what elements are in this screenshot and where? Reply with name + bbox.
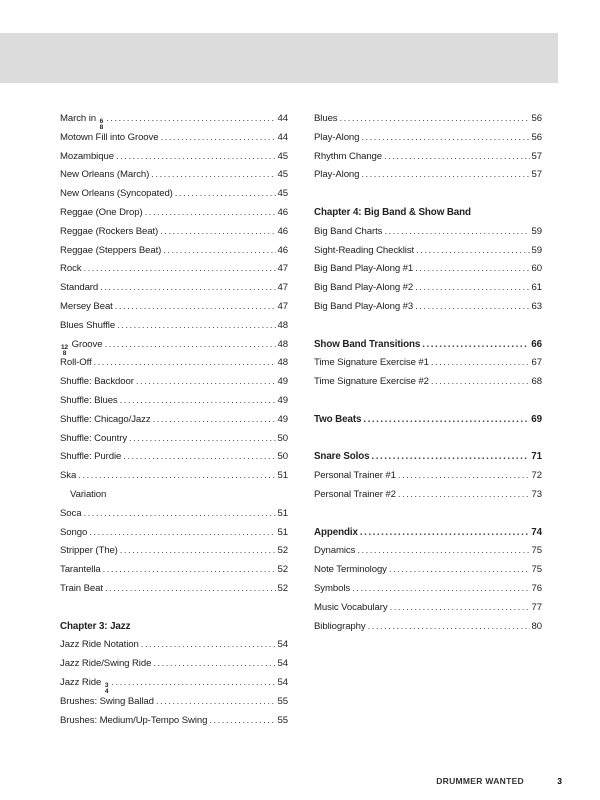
toc-entry[interactable]: [60, 489, 288, 508]
toc-page-number: 76: [531, 582, 542, 594]
toc-page-number: 47: [277, 282, 288, 294]
toc-entry-text: Ska: [60, 470, 77, 482]
toc-entry-text: Appendix: [314, 526, 358, 538]
time-signature: [61, 345, 68, 357]
dot-leader: [94, 357, 276, 368]
toc-page-number: 56: [531, 113, 542, 124]
toc-entry[interactable]: [60, 169, 288, 188]
toc-page-number: 46: [277, 244, 288, 256]
dot-leader: [415, 301, 529, 312]
toc-entry[interactable]: [60, 715, 288, 734]
toc-entry-text: Chapter 4: Big Band & Show Band: [314, 206, 471, 218]
toc-entry[interactable]: [60, 583, 288, 602]
time-signature: [100, 119, 104, 131]
toc-entry-label: [60, 658, 151, 669]
dot-leader: [340, 113, 530, 124]
toc-right-column: [314, 113, 542, 639]
dot-leader: [145, 207, 276, 218]
toc-page-number: 49: [277, 413, 288, 425]
toc-spacer: [314, 433, 542, 452]
toc-page-number: 51: [277, 507, 288, 519]
toc-entry-text: Shuffle: Chicago/Jazz: [60, 413, 151, 425]
toc-entry-label: [314, 357, 429, 368]
toc-entry-text: Variation: [70, 488, 107, 500]
toc-entry[interactable]: [60, 564, 288, 583]
toc-entry-text: Play-Along: [314, 169, 360, 181]
toc-entry-text: Motown Fill into Groove: [60, 131, 159, 143]
toc-entry[interactable]: [60, 395, 288, 414]
toc-page-number: 48: [277, 338, 288, 350]
toc-entry[interactable]: [60, 658, 288, 677]
dot-leader: [415, 263, 529, 274]
toc-entry-label: [314, 414, 361, 425]
toc-entry-text: Snare Solos: [314, 451, 370, 463]
toc-entry-text: Shuffle: Purdie: [60, 451, 122, 463]
toc-entry-text: Brushes: Swing Ballad: [60, 695, 154, 707]
toc-entry[interactable]: [60, 357, 288, 376]
toc-entry[interactable]: [60, 545, 288, 564]
toc-entry-label: [314, 226, 382, 237]
toc-entry-text: Groove: [71, 338, 103, 350]
toc-entry[interactable]: [314, 564, 542, 583]
dot-leader: [104, 339, 275, 350]
toc-entry-label: [60, 470, 76, 481]
dot-leader: [120, 545, 276, 556]
toc-spacer: [314, 188, 542, 207]
toc-page-number: 56: [531, 131, 542, 143]
toc-entry-text: March in: [60, 113, 96, 124]
time-signature-numerator: 3: [104, 681, 109, 689]
toc-entry[interactable]: [60, 414, 288, 433]
toc-page-number: 54: [277, 658, 288, 670]
toc-page-number: 54: [277, 639, 288, 651]
dot-leader: [360, 527, 529, 538]
toc-entry-text: Music Vocabulary: [314, 601, 388, 613]
toc-entry[interactable]: [314, 301, 542, 320]
toc-entry-text: Rhythm Change: [314, 150, 383, 162]
toc-page-number: 50: [277, 432, 288, 444]
toc-entry-text: Symbols: [314, 582, 351, 594]
dot-leader: [105, 583, 276, 594]
toc-entry-text: New Orleans (Syncopated): [60, 188, 173, 200]
dot-leader: [123, 451, 275, 462]
toc-page-number: 59: [531, 225, 542, 237]
toc-entry[interactable]: [314, 245, 542, 264]
toc-entry[interactable]: [60, 263, 288, 282]
toc-page-number: 60: [531, 263, 542, 275]
dot-leader: [83, 263, 275, 274]
toc-entry-text: Two Beats: [314, 413, 362, 425]
toc-entry-label: [314, 545, 355, 556]
toc-entry-label: [314, 282, 413, 293]
toc-entry-label: [60, 282, 98, 293]
toc-entry-text: Jazz Ride Notation: [60, 639, 139, 651]
toc-page-number: 49: [277, 394, 288, 406]
toc-page-number: 46: [277, 225, 288, 237]
dot-leader: [390, 602, 530, 613]
toc-entry-label: [314, 376, 429, 387]
toc-page-number: 55: [277, 695, 288, 707]
toc-section-heading[interactable]: [314, 339, 542, 358]
toc-entry[interactable]: [60, 113, 288, 132]
toc-page-number: 61: [531, 282, 542, 294]
toc-entry[interactable]: [314, 602, 542, 621]
toc-entry-text: Standard: [60, 282, 99, 294]
toc-entry-label: [314, 621, 366, 632]
toc-entry-text: Show Band Transitions: [314, 338, 421, 350]
toc-entry[interactable]: [60, 433, 288, 452]
dot-leader: [389, 564, 530, 575]
toc-entry-text: Roll-Off: [60, 357, 92, 369]
toc-entry-label: [314, 113, 338, 124]
toc-entry-label: [60, 188, 173, 199]
toc-page-number: 47: [277, 300, 288, 312]
toc-page-number: 66: [531, 338, 542, 350]
toc-entry-text: New Orleans (March): [60, 169, 150, 181]
dot-leader: [151, 169, 275, 180]
toc-spacer: [314, 508, 542, 527]
toc-section-heading[interactable]: [314, 414, 542, 433]
toc-page-number: 75: [531, 545, 542, 557]
dot-leader: [416, 245, 529, 256]
toc-entry-label: [314, 451, 370, 462]
dot-leader: [160, 226, 275, 237]
toc-entry-label: [314, 339, 420, 350]
toc-entry[interactable]: [314, 470, 542, 489]
toc-entry-text: Train Beat: [60, 582, 103, 594]
toc-entry-label: [60, 245, 161, 256]
toc-page-number: 59: [531, 244, 542, 256]
dot-leader: [156, 696, 276, 707]
toc-page-number: 57: [531, 169, 542, 181]
toc-entry-text: Tarantella: [60, 564, 101, 576]
dot-leader: [120, 395, 276, 406]
toc-entry-label: [60, 320, 115, 331]
toc-entry-label: [314, 263, 413, 274]
page-footer: [0, 776, 600, 788]
time-signature-numerator: 6: [99, 118, 104, 125]
toc-spacer: [60, 602, 288, 621]
dot-leader: [209, 715, 275, 726]
toc-page-number: 49: [277, 376, 288, 388]
toc-entry-label: [60, 715, 207, 726]
toc-page-number: 71: [531, 451, 542, 463]
toc-entry[interactable]: [60, 301, 288, 320]
toc-spacer: [314, 320, 542, 339]
toc-page-number: 75: [531, 564, 542, 576]
toc-entry-label: [60, 169, 149, 180]
dot-leader: [160, 132, 275, 143]
toc-entry[interactable]: [314, 226, 542, 245]
toc-entry-text: Reggae (Rockers Beat): [60, 225, 159, 237]
dot-leader: [163, 245, 275, 256]
toc-page-number: 44: [277, 113, 288, 124]
toc-entry-label: [314, 527, 358, 538]
toc-entry-label: [60, 583, 103, 594]
dot-leader: [175, 188, 276, 199]
toc-page-number: 45: [277, 188, 288, 200]
toc-entry-label: [60, 132, 158, 143]
toc-entry-label: [60, 414, 151, 425]
toc-page-number: 55: [277, 714, 288, 726]
toc-page-number: 80: [531, 620, 542, 632]
header-band: [0, 33, 558, 83]
toc-entry-label: [314, 470, 396, 481]
dot-leader: [117, 320, 275, 331]
toc-entry-label: [60, 113, 104, 131]
toc-entry-text: Jazz Ride/Swing Ride: [60, 658, 152, 670]
toc-entry-label: [314, 602, 388, 613]
toc-entry[interactable]: [314, 282, 542, 301]
toc-page-number: 46: [277, 206, 288, 218]
toc-entry-text: Brushes: Medium/Up-Tempo Swing: [60, 714, 208, 726]
toc-section-heading[interactable]: [314, 451, 542, 470]
toc-entry[interactable]: [60, 151, 288, 170]
toc-entry-label: [60, 545, 118, 556]
toc-page-number: 48: [277, 319, 288, 331]
toc-page-number: 69: [531, 413, 542, 425]
dot-leader: [129, 433, 275, 444]
toc-entry-text: Stripper (The): [60, 545, 118, 557]
toc-entry-text: Sight-Reading Checklist: [314, 244, 415, 256]
toc-entry[interactable]: [60, 245, 288, 264]
toc-entry[interactable]: [314, 489, 542, 508]
toc-page-number: 57: [531, 150, 542, 162]
toc-entry-text: Play-Along: [314, 131, 360, 143]
toc-entry[interactable]: [60, 508, 288, 527]
toc-entry[interactable]: [60, 207, 288, 226]
toc-page-number: 74: [531, 526, 542, 538]
toc-entry-label: [60, 357, 92, 368]
toc-entry-text: Soca: [60, 507, 82, 519]
toc-entry-label: [314, 301, 413, 312]
dot-leader: [431, 357, 530, 368]
toc-entry-label: [60, 564, 101, 575]
toc-entry-text: Rock: [60, 263, 82, 275]
time-signature-numerator: 12: [61, 343, 69, 351]
toc-entry-text: Big Band Play-Along #3: [314, 300, 414, 312]
toc-entry-label: [60, 301, 113, 312]
toc-entry-label: [314, 207, 471, 218]
toc-entry[interactable]: [60, 451, 288, 470]
dot-leader: [422, 339, 529, 350]
toc-entry-text: Jazz Ride: [60, 676, 102, 688]
toc-entry-text: Blues: [314, 113, 338, 124]
toc-page-number: 68: [531, 376, 542, 388]
toc-spacer: [314, 395, 542, 414]
dot-leader: [361, 169, 529, 180]
toc-entry[interactable]: [60, 470, 288, 489]
toc-page-number: 44: [277, 131, 288, 143]
toc-entry[interactable]: [314, 263, 542, 282]
dot-leader: [115, 301, 276, 312]
dot-leader: [136, 376, 276, 387]
toc-entry-text: Reggae (Steppers Beat): [60, 244, 162, 256]
toc-entry[interactable]: [60, 339, 288, 358]
dot-leader: [106, 113, 275, 124]
toc-entry-label: [60, 339, 102, 357]
toc-entry[interactable]: [60, 132, 288, 151]
dot-leader: [372, 451, 530, 462]
dot-leader: [89, 527, 275, 538]
toc-entry-text: Dynamics: [314, 545, 356, 557]
toc-entry-text: Big Band Charts: [314, 225, 383, 237]
time-signature-denominator: 4: [104, 687, 109, 695]
toc-page-number: 72: [531, 470, 542, 482]
dot-leader: [415, 282, 529, 293]
time-signature-denominator: 8: [99, 124, 104, 131]
toc-entry-text: Shuffle: Blues: [60, 394, 118, 406]
toc-entry-label: [60, 151, 114, 162]
dot-leader: [141, 639, 276, 650]
toc-entry-text: Blues Shuffle: [60, 319, 116, 331]
toc-entry-text: Big Band Play-Along #1: [314, 263, 414, 275]
footer-page-number: 3: [557, 776, 562, 786]
toc-entry-label: [314, 132, 359, 143]
dot-leader: [116, 151, 276, 162]
toc-left-column: [60, 113, 288, 733]
toc-entry[interactable]: [314, 621, 542, 640]
toc-entry-text: Chapter 3: Jazz: [60, 620, 131, 632]
toc-entry[interactable]: [60, 696, 288, 715]
toc-page-number: 52: [277, 545, 288, 557]
time-signature-denominator: 8: [62, 349, 67, 357]
dot-leader: [398, 470, 530, 481]
toc-page-number: 51: [277, 526, 288, 538]
dot-leader: [352, 583, 529, 594]
toc-entry[interactable]: [314, 357, 542, 376]
toc-entry-text: Personal Trainer #1: [314, 470, 396, 482]
toc-entry-text: Bibliography: [314, 620, 366, 632]
toc-entry[interactable]: [60, 188, 288, 207]
toc-entry-text: Big Band Play-Along #2: [314, 282, 414, 294]
toc-entry-text: Time Signature Exercise #2: [314, 376, 429, 388]
toc-page-number: 48: [277, 357, 288, 369]
dot-leader: [363, 414, 529, 425]
dot-leader: [83, 508, 275, 519]
toc-entry-label: [314, 245, 414, 256]
toc-entry[interactable]: [60, 527, 288, 546]
toc-page-number: 51: [277, 470, 288, 482]
dot-leader: [384, 226, 529, 237]
toc-entry-label: [60, 621, 130, 632]
toc-entry[interactable]: [60, 320, 288, 339]
toc-entry-label: [60, 677, 109, 695]
dot-leader: [78, 470, 275, 481]
toc-entry-label: [314, 564, 387, 575]
dot-leader: [103, 564, 276, 575]
footer-book-title: DRUMMER WANTED: [436, 776, 524, 786]
toc-entry-text: Mozambique: [60, 150, 114, 162]
toc-entry-label: [60, 376, 134, 387]
toc-entry-label: [60, 226, 158, 237]
dot-leader: [153, 414, 276, 425]
toc-entry-label: [314, 583, 350, 594]
toc-page-number: 45: [277, 169, 288, 181]
toc-entry-label: [60, 433, 127, 444]
toc-entry-text: Time Signature Exercise #1: [314, 357, 429, 369]
toc-entry[interactable]: [60, 677, 288, 696]
toc-entry[interactable]: [60, 376, 288, 395]
toc-page-number: 67: [531, 357, 542, 369]
toc-entry-label: [60, 639, 139, 650]
dot-leader: [100, 282, 275, 293]
toc-entry[interactable]: [314, 583, 542, 602]
toc-entry-text: Shuffle: Backdoor: [60, 376, 134, 388]
toc-entry-label: [60, 489, 106, 500]
toc-entry-label: [60, 527, 87, 538]
toc-entry-text: Mersey Beat: [60, 300, 113, 312]
dot-leader: [398, 489, 530, 500]
toc-entry-label: [60, 395, 118, 406]
dot-leader: [384, 151, 529, 162]
toc-entry-text: Personal Trainer #2: [314, 488, 396, 500]
toc-entry-label: [314, 489, 396, 500]
dot-leader: [357, 545, 529, 556]
toc-entry[interactable]: [314, 545, 542, 564]
dot-leader: [431, 376, 530, 387]
toc-entry[interactable]: [314, 132, 542, 151]
toc-page-number: 50: [277, 451, 288, 463]
toc-section-heading[interactable]: [314, 207, 542, 226]
toc-entry-label: [314, 169, 359, 180]
toc-entry-text: Shuffle: Country: [60, 432, 128, 444]
toc-entry-label: [60, 451, 121, 462]
toc-entry[interactable]: [314, 169, 542, 188]
dot-leader: [153, 658, 275, 669]
toc-entry[interactable]: [60, 282, 288, 301]
toc-entry[interactable]: [314, 113, 542, 132]
toc-section-heading[interactable]: [60, 621, 288, 640]
toc-page-number: 54: [277, 676, 288, 688]
toc-entry[interactable]: [60, 226, 288, 245]
toc-entry[interactable]: [314, 376, 542, 395]
toc-page-number: 77: [531, 601, 542, 613]
toc-entry-label: [60, 696, 154, 707]
toc-page-number: 52: [277, 582, 288, 594]
dot-leader: [111, 677, 275, 688]
toc-page-number: 63: [531, 300, 542, 312]
toc-entry-label: [60, 508, 81, 519]
toc-entry[interactable]: [314, 151, 542, 170]
toc-entry-label: [314, 151, 382, 162]
toc-entry-text: Note Terminology: [314, 564, 387, 576]
dot-leader: [361, 132, 529, 143]
toc-entry[interactable]: [60, 639, 288, 658]
toc-entry-text: Songo: [60, 526, 88, 538]
toc-page-number: 47: [277, 263, 288, 275]
toc-entry-label: [60, 207, 143, 218]
toc-page-number: 73: [531, 488, 542, 500]
toc-entry-text: Reggae (One Drop): [60, 206, 143, 218]
toc-section-heading[interactable]: [314, 527, 542, 546]
toc-entry-label: [60, 263, 81, 274]
time-signature: [105, 683, 109, 695]
toc-page-number: 52: [277, 564, 288, 576]
toc-page-number: 45: [277, 150, 288, 162]
dot-leader: [368, 621, 530, 632]
